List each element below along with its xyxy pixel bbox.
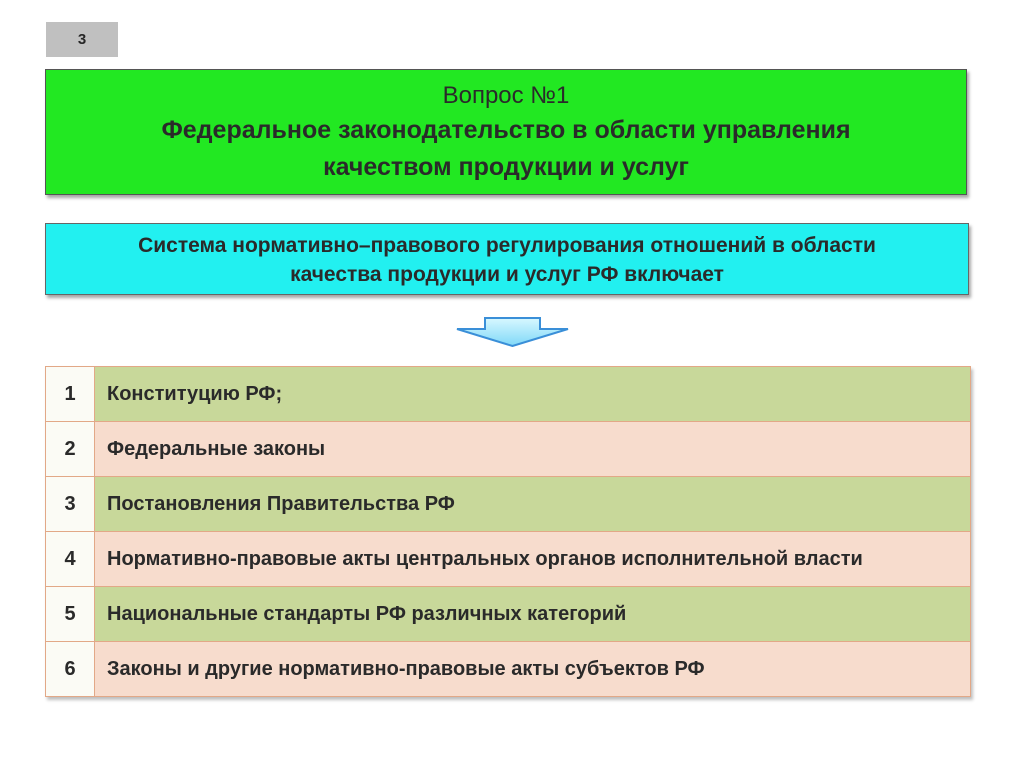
item-text: Постановления Правительства РФ xyxy=(95,477,971,532)
item-text: Конституцию РФ; xyxy=(95,367,971,422)
item-number: 3 xyxy=(46,477,95,532)
page-title: Федеральное законодательство в области управления качеством продукции и услуг xyxy=(161,116,851,181)
list-item xyxy=(46,367,971,422)
item-number: 1 xyxy=(46,367,95,422)
item-text: Нормативно-правовые акты центральных органов исполнительной власти xyxy=(95,532,971,587)
item-number: 6 xyxy=(46,642,95,697)
down-arrow-icon xyxy=(455,317,570,347)
regulation-list xyxy=(45,366,971,697)
item-number: 5 xyxy=(46,587,95,642)
item-text: Национальные стандарты РФ различных категорий xyxy=(95,587,971,642)
item-text: Законы и другие нормативно-правовые акты субъектов РФ xyxy=(95,642,971,697)
intro-box xyxy=(45,223,969,295)
list-item xyxy=(46,587,971,642)
item-number: 2 xyxy=(46,422,95,477)
item-text: Федеральные законы xyxy=(95,422,971,477)
slide-number: 3 xyxy=(46,22,118,57)
list-item xyxy=(46,642,971,697)
item-number: 4 xyxy=(46,532,95,587)
intro-text: Система нормативно–правового регулирования отношений в области качества продукции и услуг РФ включает xyxy=(138,234,876,286)
list-item xyxy=(46,532,971,587)
title-subtitle: Вопрос №1 xyxy=(442,82,570,109)
title-box xyxy=(45,69,967,195)
list-item xyxy=(46,477,971,532)
list-item xyxy=(46,422,971,477)
